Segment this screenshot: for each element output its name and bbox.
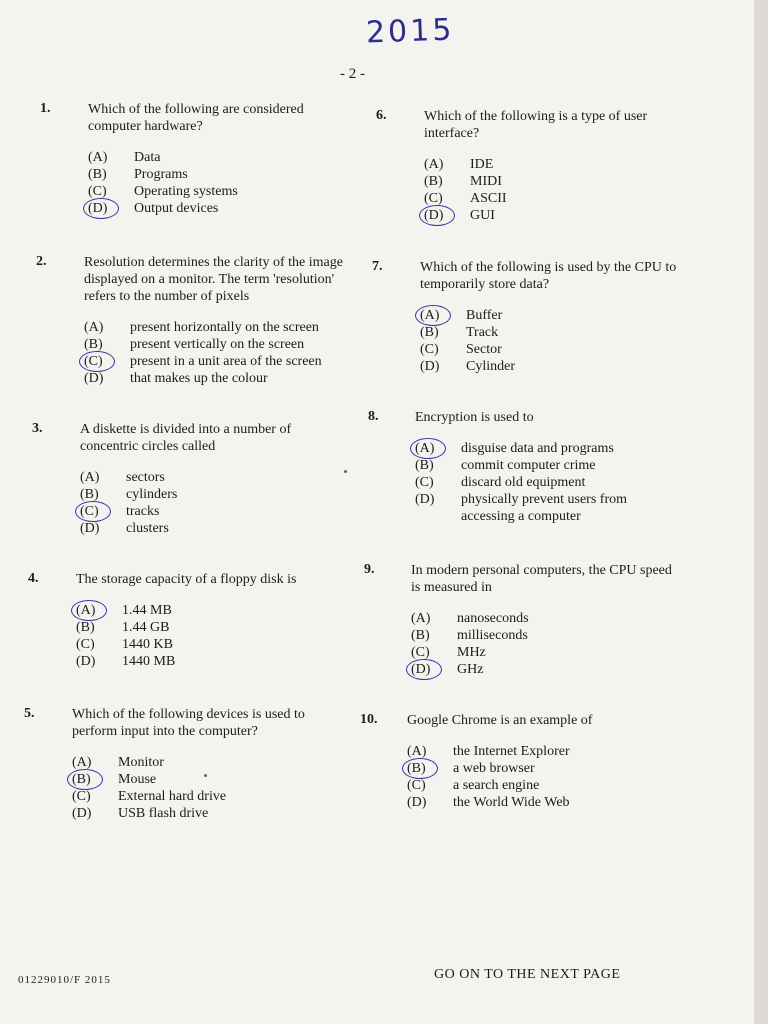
question-block <box>76 571 338 670</box>
option-letter <box>76 653 122 670</box>
option-letter-text: (C) <box>420 342 439 357</box>
option-letter-text: (C) <box>76 637 95 652</box>
option-letter-text: (B) <box>415 458 434 473</box>
options-list <box>415 440 677 525</box>
option-text: 1440 MB <box>122 654 176 669</box>
question-number: 5. <box>24 706 35 721</box>
question-block <box>407 712 669 811</box>
option-text: sectors <box>126 470 165 485</box>
option-letter <box>424 173 470 190</box>
pen-circle-mark <box>67 769 103 790</box>
option-text: GHz <box>457 662 484 677</box>
question-block <box>88 101 350 217</box>
option-text: clusters <box>126 521 169 536</box>
option-text: Sector <box>466 342 502 357</box>
option-text: present vertically on the screen <box>130 337 305 352</box>
option-letter <box>84 370 130 387</box>
answer-option <box>84 370 346 387</box>
answer-option <box>415 440 677 457</box>
option-letter <box>415 491 461 525</box>
pen-circle-mark <box>79 351 115 372</box>
option-letter-text: (B) <box>411 628 430 643</box>
answer-option <box>415 491 677 525</box>
option-letter-text: (A) <box>411 611 431 626</box>
answer-option <box>84 353 346 370</box>
question-block <box>411 562 673 678</box>
option-text: 1440 KB <box>122 637 173 652</box>
answer-option <box>80 486 342 503</box>
answer-option <box>84 319 346 336</box>
option-text: ASCII <box>470 191 507 206</box>
option-letter <box>415 457 461 474</box>
question-text: In modern personal computers, the CPU speed is measured in <box>411 563 672 595</box>
option-letter-text: (C) <box>80 504 99 519</box>
answer-option <box>72 805 334 822</box>
option-letter <box>72 771 118 788</box>
option-text: Track <box>466 325 499 340</box>
answer-option <box>76 619 338 636</box>
options-list <box>411 610 673 678</box>
question-text: Which of the following are considered computer hardware? <box>88 102 304 134</box>
option-text: Output devices <box>134 201 219 216</box>
option-text: that makes up the colour <box>130 371 268 386</box>
answer-option <box>407 777 669 794</box>
answer-option <box>72 771 334 788</box>
option-text: Monitor <box>118 755 164 770</box>
question-text: Which of the following devices is used to perform input into the computer? <box>72 707 305 739</box>
answer-option <box>76 602 338 619</box>
option-letter-text: (A) <box>415 441 435 456</box>
next-page-instruction: GO ON TO THE NEXT PAGE <box>434 967 621 982</box>
option-text: nanoseconds <box>457 611 529 626</box>
option-text: the Internet Explorer <box>453 744 570 759</box>
answer-option <box>88 149 350 166</box>
answer-option <box>420 358 682 375</box>
option-letter <box>420 358 466 375</box>
answer-option <box>415 474 677 491</box>
option-letter-text: (D) <box>80 521 100 536</box>
option-text: a search engine <box>453 778 540 793</box>
option-text: MIDI <box>470 174 502 189</box>
option-text: Operating systems <box>134 184 238 199</box>
option-text: cylinders <box>126 487 178 502</box>
question-number: 4. <box>28 571 39 586</box>
option-text: a web browser <box>453 761 535 776</box>
option-letter-text: (D) <box>411 662 431 677</box>
options-list <box>76 602 338 670</box>
question-text: Which of the following is a type of user interface? <box>424 109 648 141</box>
option-text: present in a unit area of the screen <box>130 354 322 369</box>
pen-circle-mark <box>75 501 111 522</box>
page-edge-shadow <box>754 0 768 1024</box>
option-letter <box>80 503 126 520</box>
question-text: A diskette is divided into a number of concentric circles called <box>80 422 292 454</box>
answer-option <box>411 644 673 661</box>
pen-circle-mark <box>410 438 446 459</box>
option-letter-text: (C) <box>424 191 443 206</box>
answer-option <box>420 341 682 358</box>
answer-option <box>88 183 350 200</box>
answer-option <box>407 743 669 760</box>
option-text: GUI <box>470 208 495 223</box>
stray-mark <box>204 774 207 777</box>
options-list <box>84 319 346 387</box>
option-letter-text: (A) <box>80 470 100 485</box>
pen-circle-mark <box>406 659 442 680</box>
answer-option <box>88 166 350 183</box>
question-block <box>84 254 346 387</box>
option-letter <box>420 324 466 341</box>
option-text: the World Wide Web <box>453 795 570 810</box>
question-number: 2. <box>36 254 47 269</box>
option-letter-text: (A) <box>420 308 440 323</box>
answer-option <box>80 520 342 537</box>
answer-option <box>76 636 338 653</box>
option-letter-text: (D) <box>407 795 427 810</box>
question-number: 9. <box>364 562 375 577</box>
options-list <box>88 149 350 217</box>
option-text: Data <box>134 150 161 165</box>
answer-option <box>424 156 686 173</box>
question-text: Google Chrome is an example of <box>407 713 593 728</box>
option-letter-text: (B) <box>407 761 426 776</box>
answer-option <box>407 794 669 811</box>
option-letter-text: (A) <box>72 755 92 770</box>
question-block <box>415 409 677 525</box>
option-letter <box>84 353 130 370</box>
answer-option <box>407 760 669 777</box>
option-letter <box>411 661 457 678</box>
option-letter-text: (A) <box>76 603 96 618</box>
option-letter <box>88 200 134 217</box>
question-block <box>80 421 342 537</box>
answer-option <box>424 173 686 190</box>
option-letter-text: (B) <box>420 325 439 340</box>
option-letter-text: (B) <box>72 772 91 787</box>
option-text: MHz <box>457 645 486 660</box>
pen-circle-mark <box>71 600 107 621</box>
option-letter-text: (A) <box>424 157 444 172</box>
question-block <box>420 259 682 375</box>
pen-circle-mark <box>415 305 451 326</box>
answer-option <box>424 190 686 207</box>
option-letter <box>424 207 470 224</box>
option-letter-text: (B) <box>84 337 103 352</box>
answer-option <box>411 610 673 627</box>
option-letter <box>72 788 118 805</box>
options-list <box>424 156 686 224</box>
option-text: 1.44 MB <box>122 603 172 618</box>
option-letter-text: (D) <box>424 208 444 223</box>
pen-circle-mark <box>419 205 455 226</box>
answer-option <box>72 754 334 771</box>
option-letter-text: (B) <box>80 487 99 502</box>
option-text: Cylinder <box>466 359 515 374</box>
option-letter-text: (B) <box>424 174 443 189</box>
option-letter <box>411 627 457 644</box>
option-letter <box>407 760 453 777</box>
option-text: tracks <box>126 504 160 519</box>
answer-option <box>88 200 350 217</box>
question-block <box>72 706 334 822</box>
option-letter-text: (A) <box>407 744 427 759</box>
option-letter-text: (B) <box>76 620 95 635</box>
option-letter-text: (D) <box>88 201 108 216</box>
option-letter-text: (A) <box>88 150 108 165</box>
option-text: IDE <box>470 157 494 172</box>
option-letter-text: (B) <box>88 167 107 182</box>
answer-option <box>411 627 673 644</box>
option-letter-text: (C) <box>415 475 434 490</box>
question-block <box>424 108 686 224</box>
option-letter <box>80 469 126 486</box>
options-list <box>72 754 334 822</box>
option-letter-text: (C) <box>72 789 91 804</box>
answer-option <box>76 653 338 670</box>
option-text: USB flash drive <box>118 806 209 821</box>
option-letter <box>76 636 122 653</box>
pen-circle-mark <box>83 198 119 219</box>
option-letter <box>88 149 134 166</box>
option-letter <box>411 610 457 627</box>
option-letter-text: (C) <box>411 645 430 660</box>
option-text: Buffer <box>466 308 503 323</box>
question-number: 7. <box>372 259 383 274</box>
paper-code: 01229010/F 2015 <box>18 974 111 986</box>
answer-option <box>420 324 682 341</box>
question-text: Resolution determines the clarity of the image displayed on a monitor. The term 'resolution' refers to the number of pixels <box>84 255 343 304</box>
answer-option <box>411 661 673 678</box>
option-letter <box>420 307 466 324</box>
option-letter <box>424 156 470 173</box>
options-list <box>407 743 669 811</box>
answer-option <box>424 207 686 224</box>
answer-option <box>84 336 346 353</box>
option-letter <box>407 777 453 794</box>
option-letter-text: (D) <box>415 492 435 507</box>
stray-mark <box>344 470 347 473</box>
option-letter-text: (D) <box>72 806 92 821</box>
option-letter-text: (C) <box>88 184 107 199</box>
answer-option <box>415 457 677 474</box>
option-letter-text: (D) <box>420 359 440 374</box>
option-letter <box>415 440 461 457</box>
option-text: physically prevent users from accessing a computer <box>461 492 628 524</box>
option-text: discard old equipment <box>461 475 586 490</box>
option-letter-text: (D) <box>76 654 96 669</box>
question-number: 8. <box>368 409 379 424</box>
option-text: milliseconds <box>457 628 528 643</box>
question-text: Which of the following is used by the CPU to temporarily store data? <box>420 260 677 292</box>
option-letter <box>88 166 134 183</box>
options-list <box>80 469 342 537</box>
option-letter-text: (C) <box>84 354 103 369</box>
option-letter <box>415 474 461 491</box>
question-number: 10. <box>360 712 378 727</box>
pen-circle-mark <box>402 758 438 779</box>
option-letter <box>72 805 118 822</box>
option-letter <box>407 794 453 811</box>
question-number: 6. <box>376 108 387 123</box>
option-letter-text: (C) <box>407 778 426 793</box>
question-text: Encryption is used to <box>415 410 534 425</box>
option-letter-text: (D) <box>84 371 104 386</box>
option-letter <box>84 319 130 336</box>
option-text: commit computer crime <box>461 458 596 473</box>
option-letter <box>420 341 466 358</box>
option-text: present horizontally on the screen <box>130 320 319 335</box>
answer-option <box>420 307 682 324</box>
option-text: Programs <box>134 167 188 182</box>
page-number: - 2 - <box>340 66 365 82</box>
option-text: External hard drive <box>118 789 227 804</box>
option-letter <box>80 520 126 537</box>
answer-option <box>72 788 334 805</box>
option-text: disguise data and programs <box>461 441 614 456</box>
question-number: 1. <box>40 101 51 116</box>
option-text: Mouse <box>118 772 157 787</box>
option-text: 1.44 GB <box>122 620 170 635</box>
option-letter-text: (A) <box>84 320 104 335</box>
option-letter <box>76 602 122 619</box>
question-number: 3. <box>32 421 43 436</box>
handwritten-year: 2015 <box>365 12 455 51</box>
option-letter <box>76 619 122 636</box>
answer-option <box>80 503 342 520</box>
options-list <box>420 307 682 375</box>
answer-option <box>80 469 342 486</box>
question-text: The storage capacity of a floppy disk is <box>76 572 297 587</box>
